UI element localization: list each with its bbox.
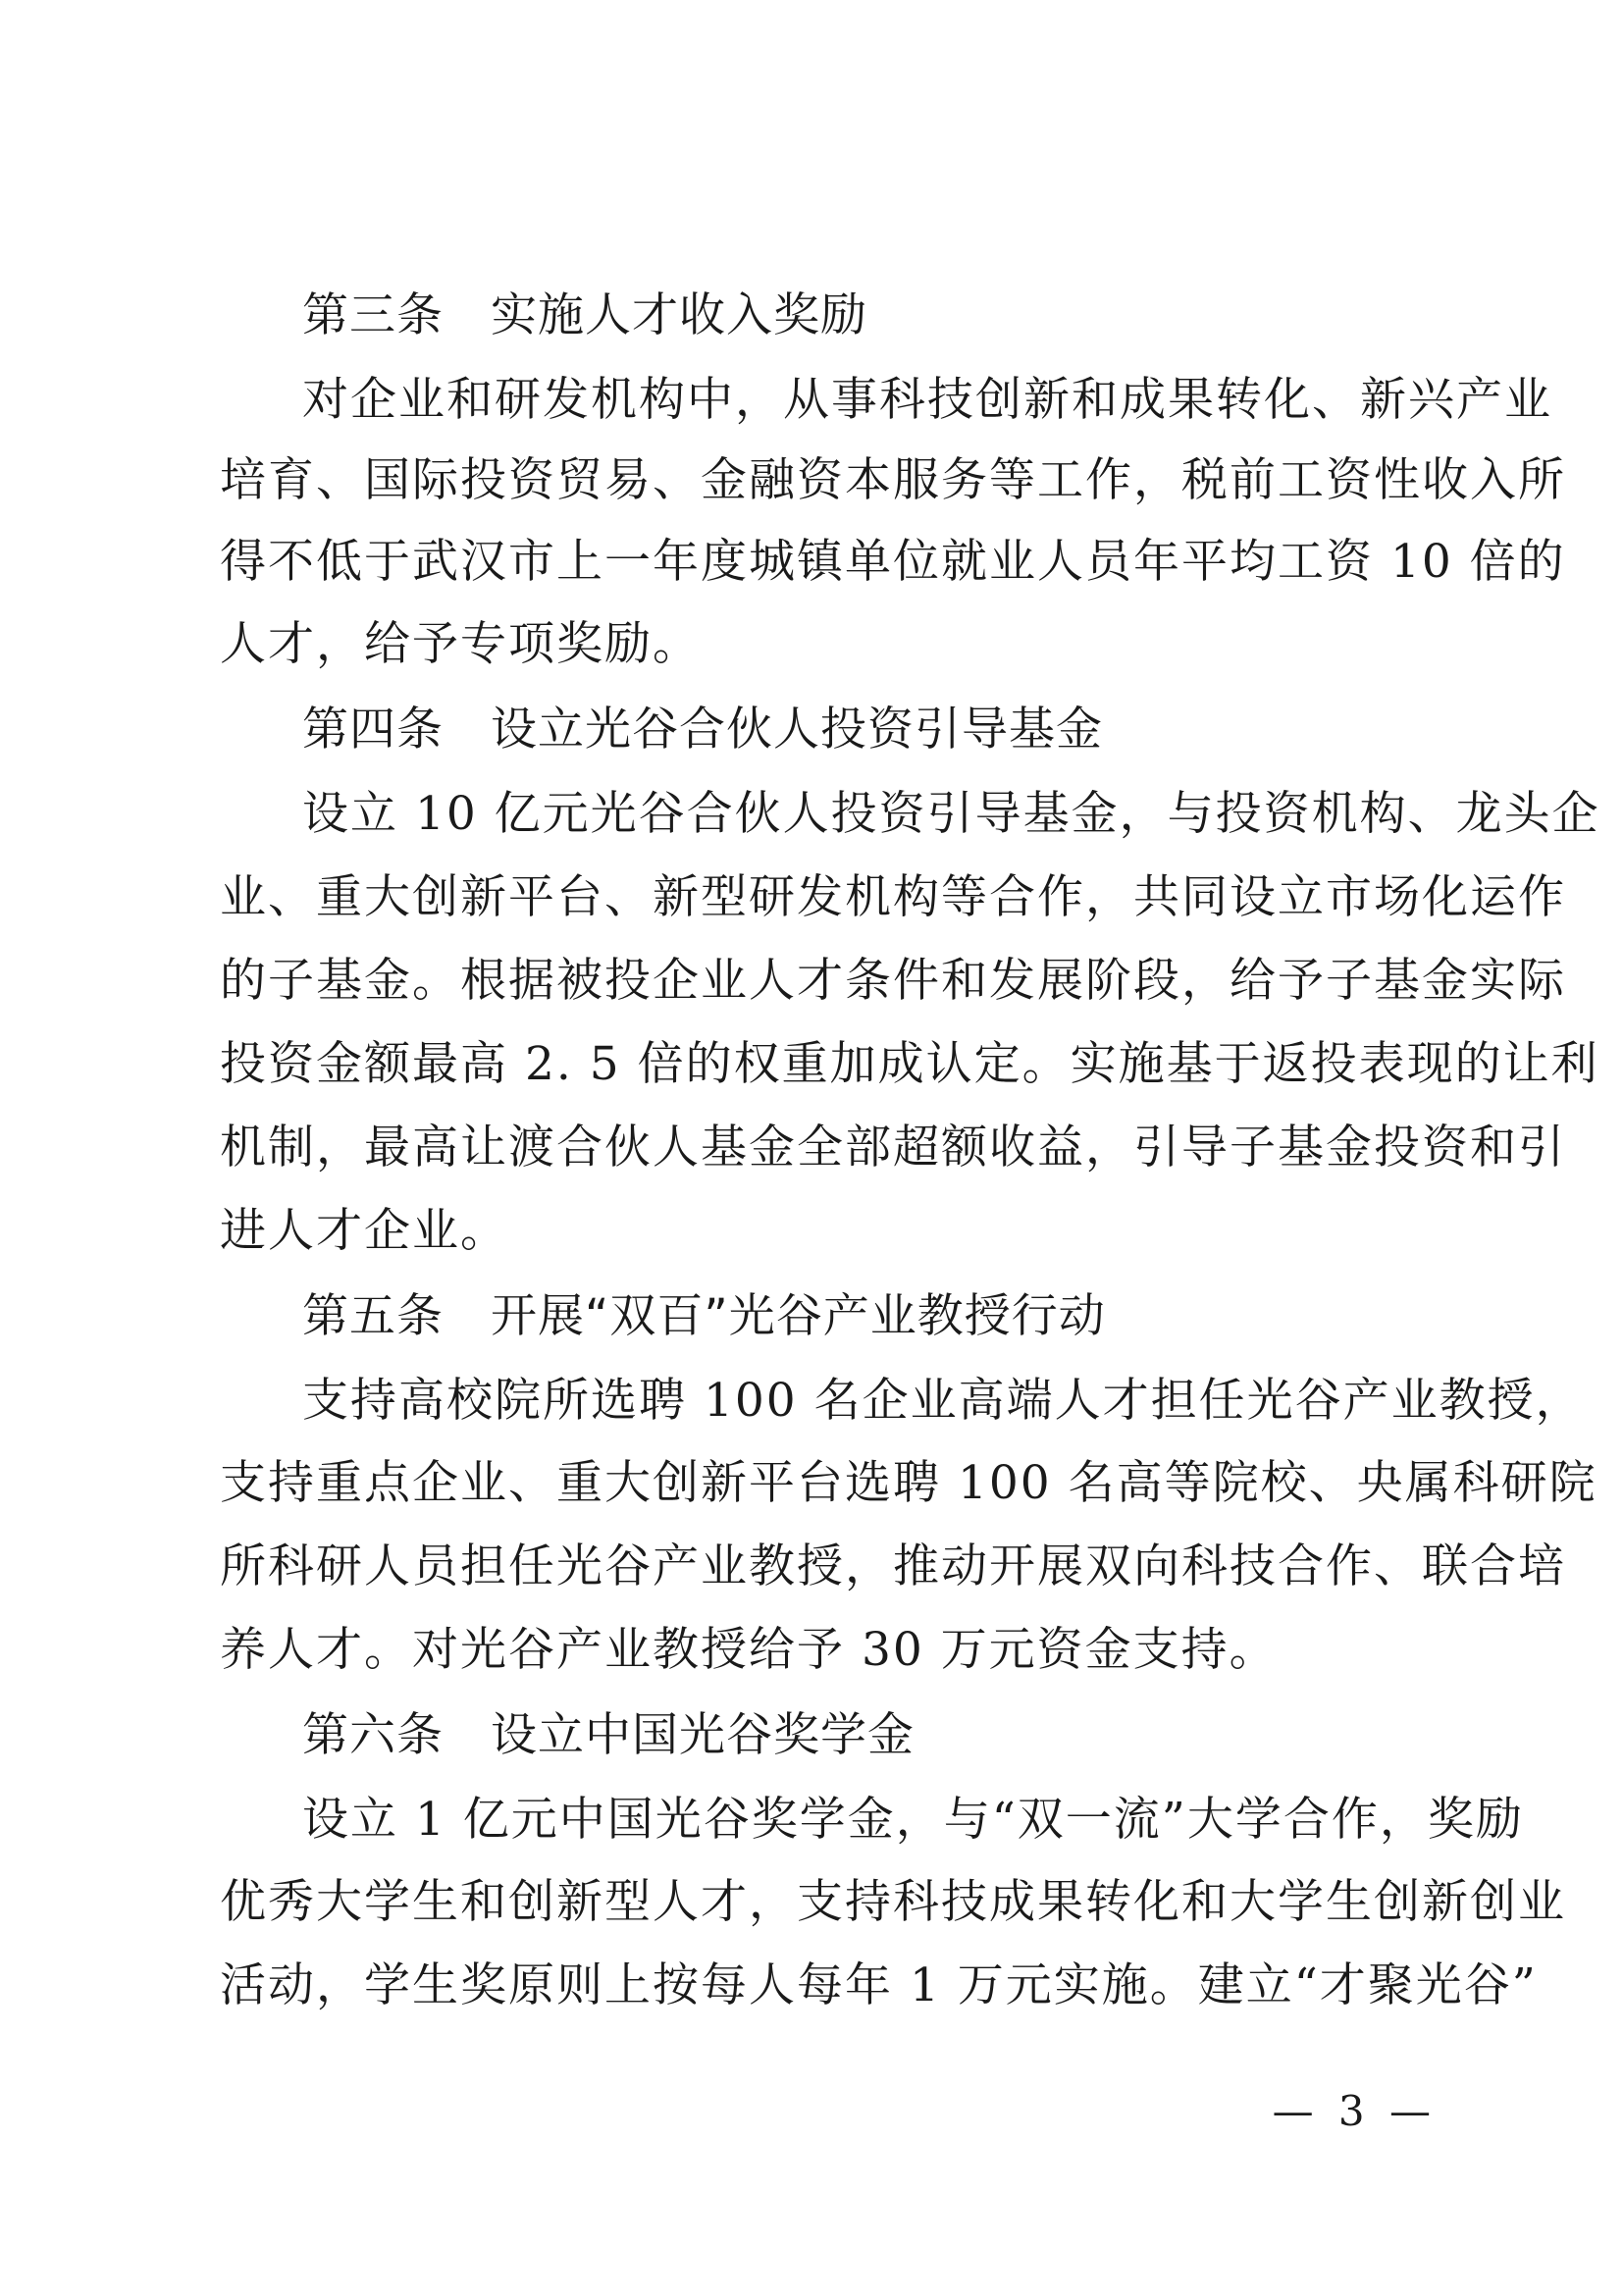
- article-3-line-3: 得不低于武汉市上一年度城镇单位就业人员年平均工资 10 倍的: [220, 535, 1566, 589]
- article-4-line-3: 的子基金。根据被投企业人才条件和发展阶段，给予子基金实际: [220, 954, 1566, 1008]
- article-3-title: 实施人才收入奖励: [491, 288, 867, 342]
- article-4-number: 第四条: [302, 703, 444, 757]
- article-4-heading: [302, 701, 1103, 759]
- article-3-line-2: 培育、国际投资贸易、金融资本服务等工作，税前工资性收入所: [220, 453, 1566, 507]
- article-4-line-6: 进人才企业。: [220, 1204, 508, 1258]
- article-3-line-4: 人才，给予专项奖励。: [220, 617, 701, 671]
- article-6-title: 设立中国光谷奖学金: [491, 1708, 915, 1762]
- article-5-line-3: 所科研人员担任光谷产业教授，推动开展双向科技合作、联合培: [220, 1539, 1566, 1593]
- article-4-line-1: 设立 10 亿元光谷合伙人投资引导基金，与投资机构、龙头企: [302, 787, 1600, 841]
- article-6-line-3: 活动，学生奖原则上按每人每年 1 万元实施。建立“才聚光谷”: [220, 1958, 1538, 2012]
- article-6-heading: [302, 1706, 915, 1765]
- article-3-heading: [302, 287, 867, 345]
- article-3-number: 第三条: [302, 288, 444, 342]
- article-5-line-4: 养人才。对光谷产业教授给予 30 万元资金支持。: [220, 1623, 1278, 1677]
- article-5-heading: [302, 1287, 1106, 1346]
- article-6-line-1: 设立 1 亿元中国光谷奖学金，与“双一流”大学合作，奖励: [302, 1793, 1524, 1847]
- article-5-line-1: 支持高校院所选聘 100 名企业高端人才担任光谷产业教授，: [302, 1374, 1584, 1428]
- article-5-number: 第五条: [302, 1289, 444, 1343]
- article-6-number: 第六条: [302, 1708, 444, 1762]
- article-5-line-2: 支持重点企业、重大创新平台选聘 100 名高等院校、央属科研院: [220, 1456, 1597, 1510]
- article-4-title: 设立光谷合伙人投资引导基金: [491, 703, 1103, 757]
- article-4-line-5: 机制，最高让渡合伙人基金全部超额收益，引导子基金投资和引: [220, 1121, 1566, 1174]
- page-number: — 3 —: [1272, 2087, 1437, 2135]
- article-6-line-2: 优秀大学生和创新型人才，支持科技成果转化和大学生创新创业: [220, 1875, 1566, 1929]
- article-4-line-4: 投资金额最高 2. 5 倍的权重加成认定。实施基于返投表现的让利: [220, 1037, 1599, 1091]
- article-3-line-1: 对企业和研发机构中，从事科技创新和成果转化、新兴产业: [302, 373, 1552, 427]
- article-5-title: 开展“双百”光谷产业教授行动: [491, 1289, 1106, 1343]
- article-4-line-2: 业、重大创新平台、新型研发机构等合作，共同设立市场化运作: [220, 870, 1566, 924]
